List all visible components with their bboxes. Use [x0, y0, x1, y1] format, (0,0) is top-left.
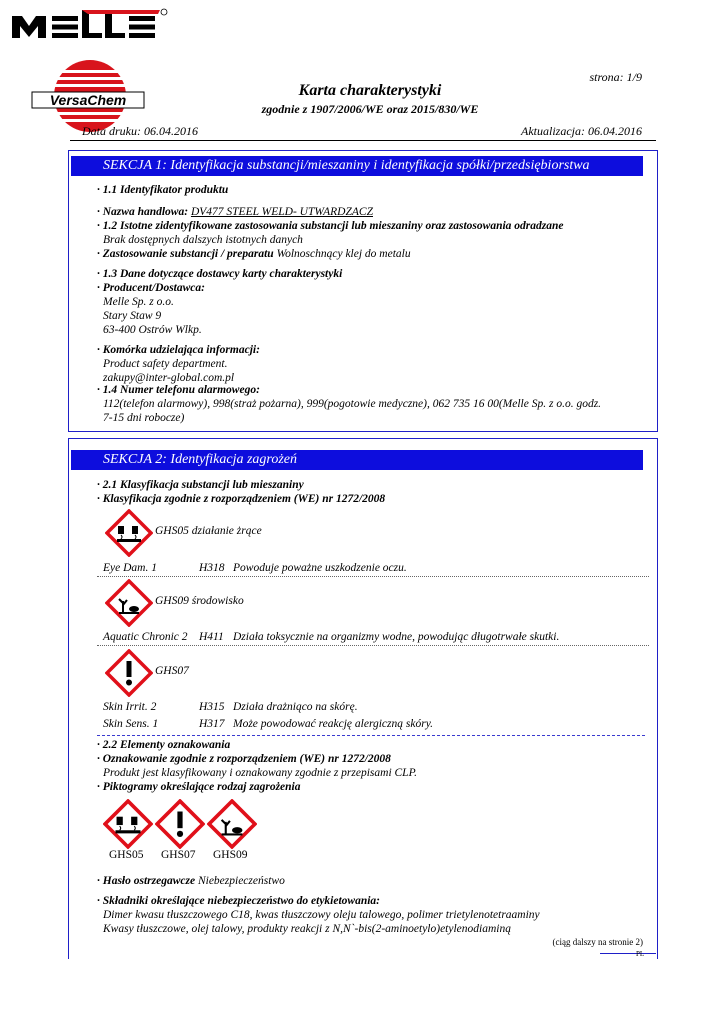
- hazard-code: H315: [199, 701, 225, 713]
- pictogram-name: GHS07: [161, 849, 196, 861]
- section-2-box: [68, 438, 658, 959]
- melle-logo: [8, 8, 168, 48]
- pictogram-name: GHS05: [109, 849, 144, 861]
- ghs09-label: GHS09 środowisko: [155, 595, 244, 607]
- pictogram-name: GHS09: [213, 849, 248, 861]
- language-code: PL: [636, 950, 645, 958]
- dotted-divider: [97, 645, 649, 646]
- label-reg-text: Produkt jest klasyfikowany i oznakowany zgodnie z przepisami CLP.: [103, 767, 417, 779]
- signal-value: Niebezpieczeństwo: [195, 875, 285, 887]
- phone-line: 7-15 dni robocze): [103, 412, 185, 424]
- svg-text:VersaChem: VersaChem: [49, 92, 127, 108]
- info-line: Product safety department.: [103, 358, 228, 370]
- producer-line: Stary Staw 9: [103, 310, 162, 322]
- hazard-statement: Działa toksycznie na organizmy wodne, powodując długotrwałe skutki.: [233, 631, 560, 643]
- ghs07-icon: [155, 799, 205, 849]
- use-row: [97, 248, 411, 262]
- section-1-heading: SEKCJA 1: Identyfikacja substancji/mieszaniny i identyfikacja spółki/przedsiębiorstwa: [71, 156, 643, 176]
- s11-heading: · 1.1 Identyfikator produktu: [97, 184, 229, 196]
- hazard-statement: Powoduje poważne uszkodzenie oczu.: [233, 562, 407, 574]
- label-reg-heading: · Oznakowanie zgodnie z rozporządzeniem (WE) nr 1272/2008: [97, 753, 391, 765]
- ghs05-label: GHS05 działanie żrące: [155, 525, 262, 537]
- hazard-class: Skin Irrit. 2: [103, 701, 157, 713]
- ghs07-icon: [105, 649, 153, 697]
- document-title: Karta charakterystyki: [298, 82, 442, 99]
- info-email[interactable]: zakupy@inter-global.com.pl: [103, 372, 235, 384]
- section-2-heading: SEKCJA 2: Identyfikacja zagrożeń: [71, 450, 643, 470]
- signal-row: [97, 875, 285, 889]
- update-date: Aktualizacja: 06.04.2016: [521, 124, 642, 138]
- hazard-code: H411: [199, 631, 224, 643]
- phone-line: 112(telefon alarmowy), 998(straż pożarna), 999(pogotowie medyczne), 062 735 16 00(Melle Sp. z o.o. godz.: [103, 398, 602, 410]
- components-line: Dimer kwasu tłuszczowego C18, kwas tłuszczowy oleju talowego, polimer trietylenotetraaminy: [103, 909, 540, 921]
- producer-label: · Producent/Dostawca:: [97, 282, 205, 294]
- trade-name-row: [97, 206, 373, 220]
- footer-rule: [600, 953, 656, 954]
- s22-heading: · 2.2 Elementy oznakowania: [97, 739, 231, 751]
- ghs09-icon: [105, 579, 153, 627]
- producer-line: Melle Sp. z o.o.: [103, 296, 174, 308]
- page-number: strona: 1/9: [589, 70, 642, 84]
- hazard-statement: Działa drażniąco na skórę.: [233, 701, 358, 713]
- s13-heading: · 1.3 Dane dotyczące dostawcy karty charakterystyki: [97, 268, 343, 280]
- hazard-code: H317: [199, 718, 225, 730]
- s12-text: Brak dostępnych dalszych istotnych danych: [103, 234, 303, 246]
- ghs05-icon: [105, 509, 153, 557]
- trade-name-value: DV477 STEEL WELD- UTWARDZACZ: [190, 206, 373, 218]
- pictogram-heading: · Piktogramy określające rodzaj zagrożenia: [97, 781, 301, 793]
- dotted-divider: [97, 576, 649, 577]
- s12-heading: · 1.2 Istotne zidentyfikowane zastosowania substancji lub mieszaniny oraz zastosowania odradzane: [97, 220, 564, 232]
- continued-note: (ciąg dalszy na stronie 2): [552, 937, 643, 947]
- producer-line: 63-400 Ostrów Wlkp.: [103, 324, 202, 336]
- info-label: · Komórka udzielająca informacji:: [97, 344, 260, 356]
- classification-heading: · Klasyfikacja zgodnie z rozporządzeniem (WE) nr 1272/2008: [97, 493, 386, 505]
- hazard-class: Aquatic Chronic 2: [103, 631, 188, 643]
- s14-heading: · 1.4 Numer telefonu alarmowego:: [97, 384, 260, 396]
- components-heading: · Składniki określające niebezpieczeństwo do etykietowania:: [97, 895, 381, 907]
- components-line: Kwasy tłuszczowe, olej talowy, produkty reakcji z N,N`-bis(2-aminoetylo)etylenodiaminą: [103, 923, 511, 935]
- s21-heading: · 2.1 Klasyfikacja substancji lub mieszaniny: [97, 479, 304, 491]
- ghs05-icon: [103, 799, 153, 849]
- hazard-code: H318: [199, 562, 225, 574]
- print-date: Data druku: 06.04.2016: [82, 124, 198, 138]
- document-subtitle: zgodnie z 1907/2006/WE oraz 2015/830/WE: [261, 102, 479, 116]
- trade-name-label: · Nazwa handlowa:: [97, 206, 191, 218]
- ghs09-icon: [207, 799, 257, 849]
- use-value: Wolnoschnący klej do metalu: [273, 248, 411, 260]
- hazard-class: Eye Dam. 1: [103, 562, 157, 574]
- dashed-divider: [97, 735, 645, 736]
- header-divider: [70, 140, 656, 141]
- hazard-statement: Może powodować reakcję alergiczną skóry.: [233, 718, 434, 730]
- hazard-class: Skin Sens. 1: [103, 718, 159, 730]
- section-1-box: [68, 150, 658, 432]
- use-label: · Zastosowanie substancji / preparatu: [97, 248, 274, 260]
- signal-label: · Hasło ostrzegawcze: [97, 875, 196, 887]
- ghs07-label: GHS07: [155, 665, 189, 677]
